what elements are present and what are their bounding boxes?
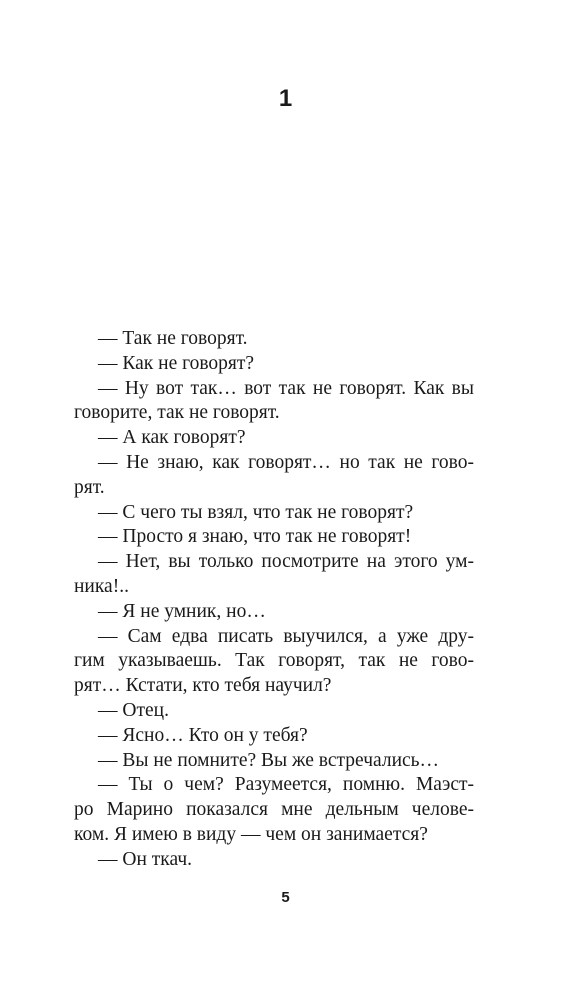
text-line: — Не знаю, как говорят… но так не гово- [98,451,474,473]
text-line: — Просто я знаю, что так не говорят! [98,526,412,548]
text-line: ро Марино показался мне дельным челове- [74,799,474,821]
text-line: — Вы не помните? Вы же встречались… [98,749,440,771]
text-line: — Ну вот так… вот так не говорят. Как вы [98,377,474,399]
text-line: ком. Я имею в виду — чем он занимается? [74,823,428,845]
text-line: рят. [74,476,105,498]
text-line: — Ты о чем? Разумеется, помню. Маэст- [98,774,474,796]
text-line: — С чего ты взял, что так не говорят? [98,501,414,523]
text-line: — Отец. [98,699,169,721]
text-line: — Как не говорят? [98,352,255,374]
page-number: 5 [281,889,290,906]
text-line: — Нет, вы только посмотрите на этого ум- [98,551,474,573]
text-line: ника!.. [74,575,129,597]
text-line: — А как говорят? [98,427,246,449]
text-line: — Ясно… Кто он у тебя? [98,724,308,746]
text-line: — Он ткач. [98,848,193,870]
text-line: — Я не умник, но… [98,600,266,622]
text-line: — Так не говорят. [98,328,248,349]
body-text [74,327,474,873]
text-line: — Сам едва писать выучился, а уже дру- [98,625,474,647]
text-line: гим указываешь. Так говорят, так не гово- [74,650,474,672]
text-line: рят… Кстати, кто тебя научил? [74,675,332,697]
text-line: говорите, так не говорят. [74,402,280,424]
chapter-number: 1 [278,85,293,112]
